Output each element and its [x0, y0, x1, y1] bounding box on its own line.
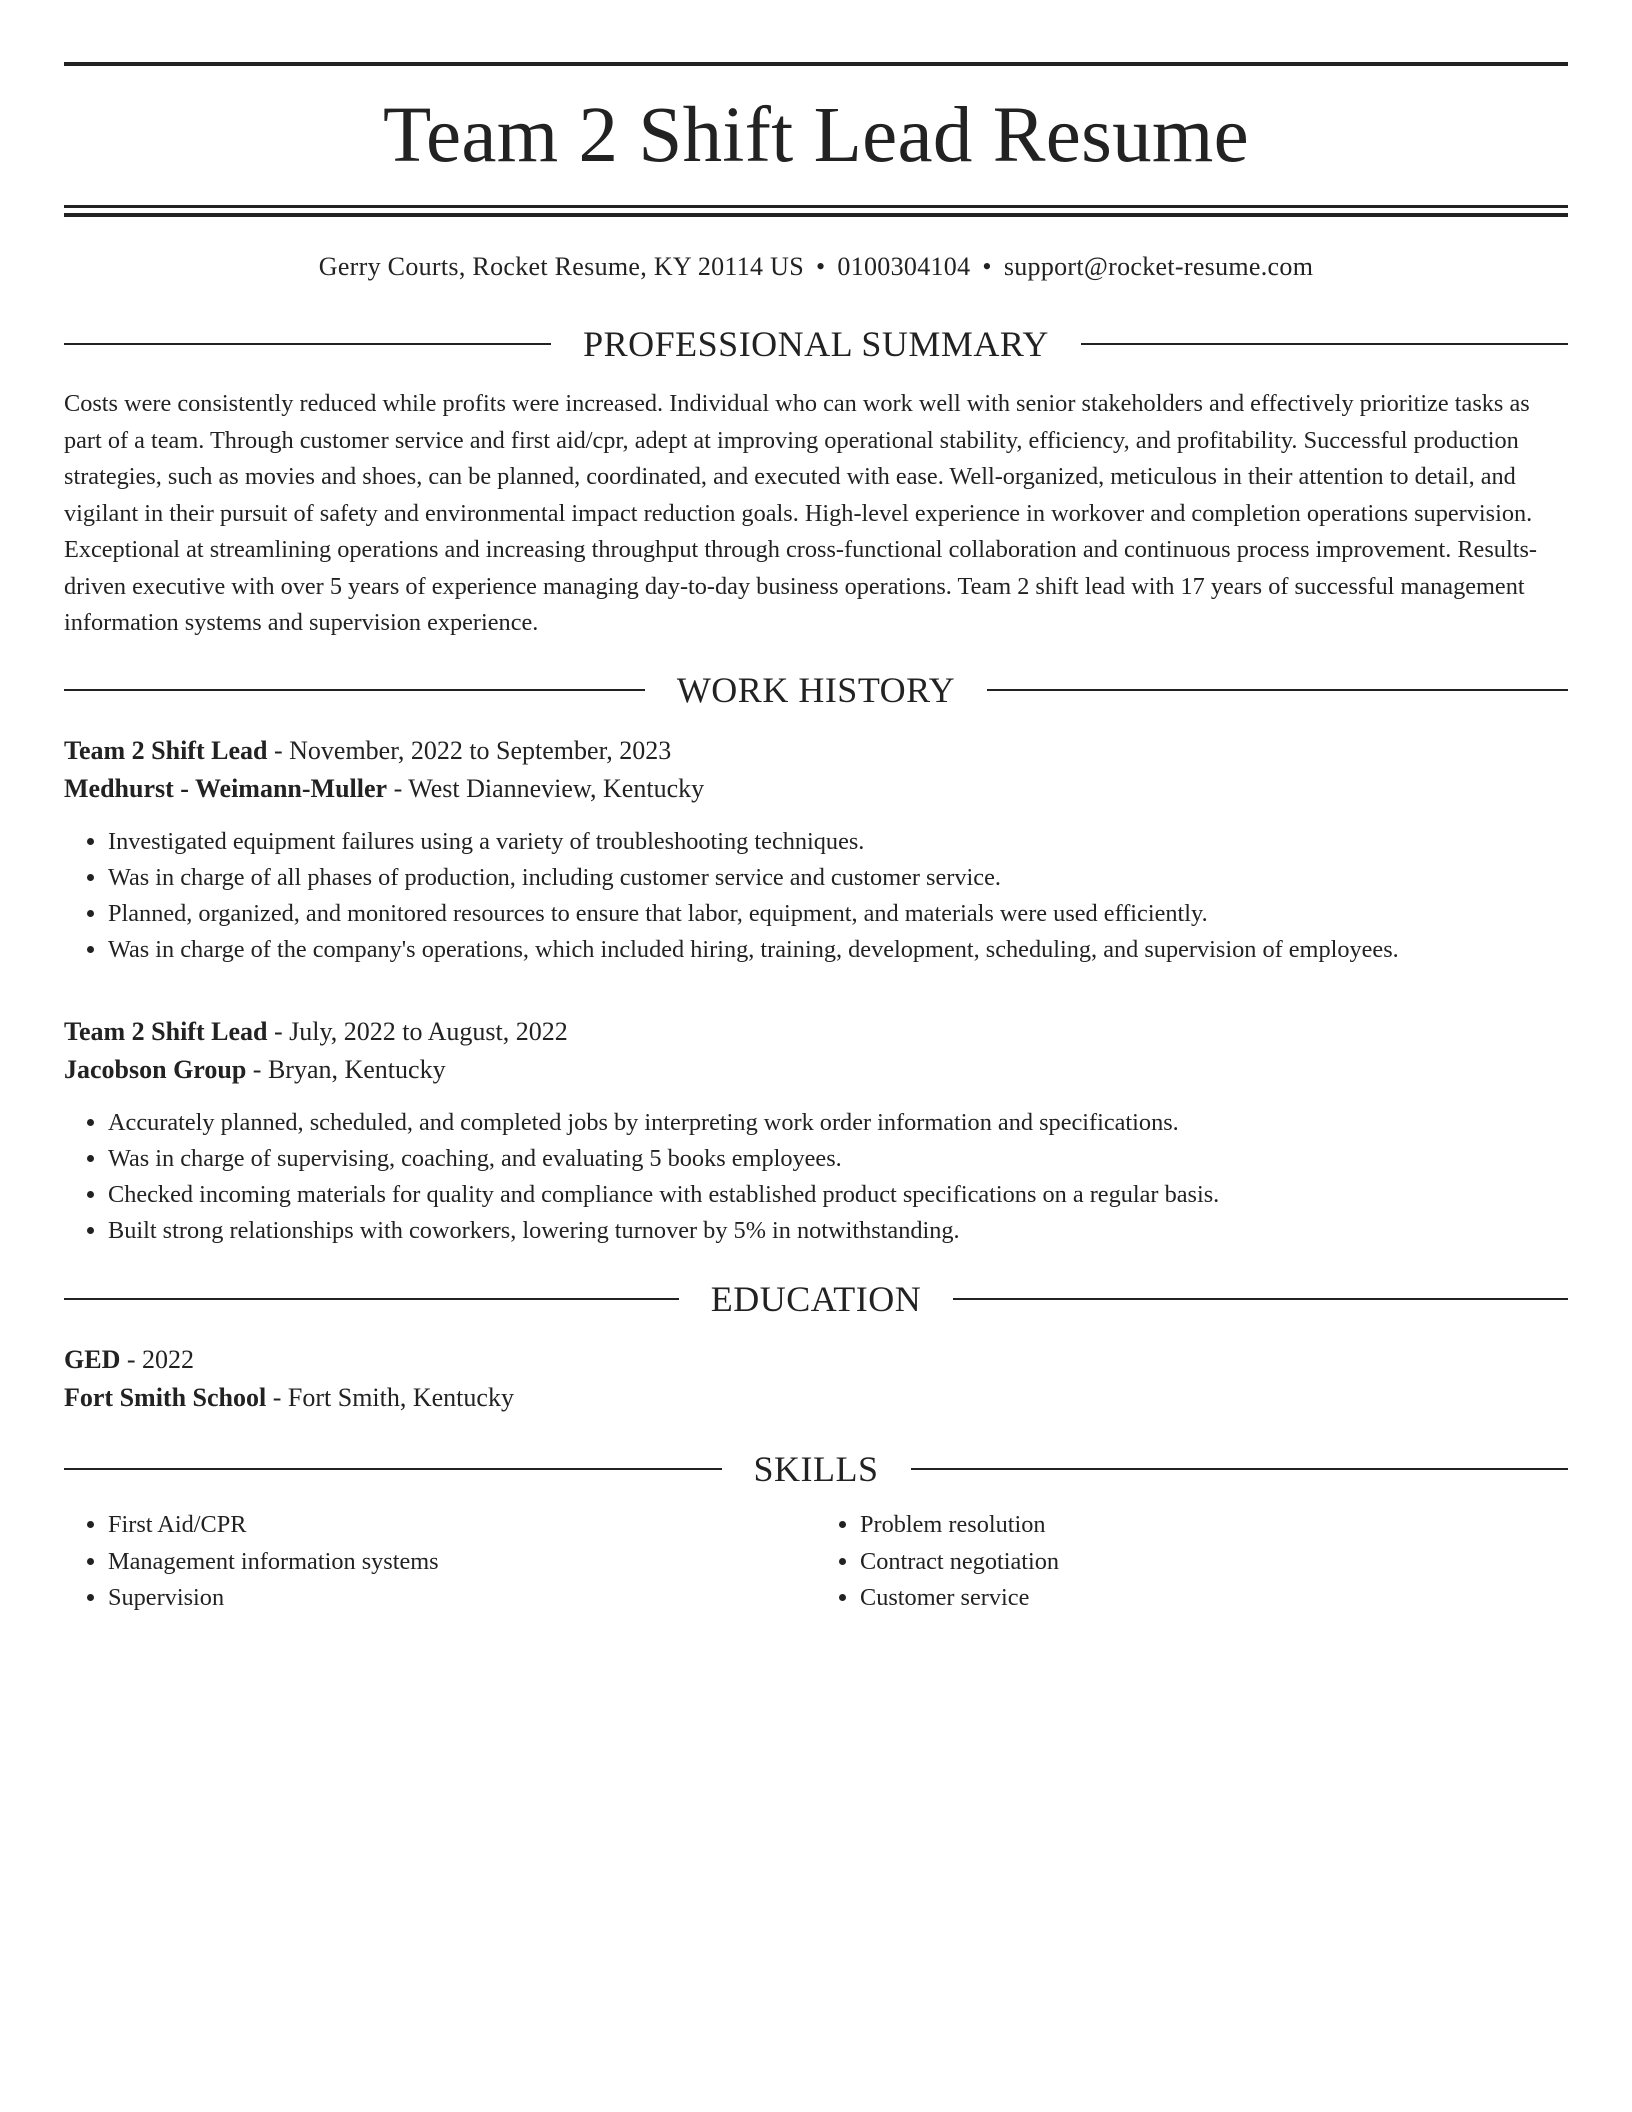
- job-title: Team 2 Shift Lead: [64, 1016, 268, 1046]
- job-title-line: [64, 732, 1568, 770]
- education-year: - 2022: [120, 1345, 195, 1375]
- heading-rule-right: [953, 1298, 1568, 1300]
- section-heading-skills: [64, 1449, 1568, 1490]
- heading-rule-right: [987, 689, 1568, 691]
- heading-rule-left: [64, 689, 645, 691]
- section-title: PROFESSIONAL SUMMARY: [583, 324, 1049, 365]
- heading-rule-left: [64, 343, 551, 345]
- education-degree: GED: [64, 1345, 121, 1375]
- job-entry: [64, 1013, 1568, 1250]
- list-item: • Was in charge of all phases of production, including customer service and customer service.: [108, 860, 1568, 896]
- job-dates: - November, 2022 to September, 2023: [267, 735, 672, 765]
- section-title: WORK HISTORY: [676, 669, 956, 710]
- section-heading-summary: [64, 324, 1568, 365]
- section-heading-work-history: [64, 669, 1568, 710]
- skills-list-left: [64, 1507, 816, 1616]
- contact-phone: 0100304104: [837, 252, 971, 281]
- skill-item: • Supervision: [108, 1580, 816, 1616]
- education-school-line: [64, 1379, 1568, 1417]
- job-company: Jacobson Group: [64, 1054, 247, 1084]
- skill-item: • Management information systems: [108, 1544, 816, 1580]
- job-company: Medhurst - Weimann-Muller: [64, 773, 388, 803]
- summary-text: Costs were consistently reduced while profits were increased. Individual who can work well with senior stakeholders and effectively prioritize tasks as part of a team. Through customer service and first aid/cpr, adept at improving operational stability, efficiency, and profitability. Successful production strategies, such as movies and shoes, can be planned, coordinated, and executed with ease. Well-organized, meticulous in their attention to detail, and vigilant in their pursuit of safety and environmental impact reduction goals. High-level experience in workover and completion operations supervision. Exceptional at streamlining operations and increasing throughput through cross-functional collaboration and continuous process improvement. Results-driven executive with over 5 years of experience managing day-to-day business operations. Team 2 shift lead with 17 years of successful management information systems and supervision experience.: [64, 390, 1537, 637]
- heading-rule-left: [64, 1468, 722, 1470]
- job-location: - Bryan, Kentucky: [246, 1054, 446, 1084]
- skill-item: • First Aid/CPR: [108, 1507, 816, 1543]
- skills-columns: [64, 1507, 1568, 1616]
- bullet-separator: •: [982, 252, 992, 281]
- education-entry: [64, 1341, 1568, 1417]
- education-degree-line: [64, 1341, 1568, 1379]
- heading-rule-right: [911, 1468, 1569, 1470]
- education-location: - Fort Smith, Kentucky: [266, 1383, 514, 1413]
- list-item: • Accurately planned, scheduled, and completed jobs by interpreting work order information and specifications.: [108, 1105, 1568, 1141]
- heading-rule-left: [64, 1298, 679, 1300]
- list-item: • Was in charge of supervising, coaching, and evaluating 5 books employees.: [108, 1141, 1568, 1177]
- resume-title: Team 2 Shift Lead Resume: [382, 92, 1250, 179]
- contact-line: [64, 251, 1568, 282]
- job-title: Team 2 Shift Lead: [64, 735, 268, 765]
- job-entry: [64, 732, 1568, 969]
- section-title: EDUCATION: [710, 1279, 922, 1320]
- skill-item: • Contract negotiation: [860, 1544, 1568, 1580]
- title-double-rule: [64, 205, 1568, 217]
- contact-address: Gerry Courts, Rocket Resume, KY 20114 US: [318, 252, 804, 281]
- job-company-line: [64, 770, 1568, 808]
- list-item: • Checked incoming materials for quality and compliance with established product specifications on a regular basis.: [108, 1177, 1568, 1213]
- job-duties-list: [64, 824, 1568, 969]
- education-school: Fort Smith School: [64, 1383, 267, 1413]
- heading-rule-right: [1081, 343, 1568, 345]
- job-dates: - July, 2022 to August, 2022: [267, 1016, 568, 1046]
- list-item: • Planned, organized, and monitored resources to ensure that labor, equipment, and materials were used efficiently.: [108, 896, 1568, 932]
- job-company-line: [64, 1051, 1568, 1089]
- section-heading-education: [64, 1279, 1568, 1320]
- job-duties-list: [64, 1105, 1568, 1250]
- top-rule: [64, 62, 1568, 66]
- job-title-line: [64, 1013, 1568, 1051]
- section-title: SKILLS: [753, 1449, 879, 1490]
- skill-item: • Customer service: [860, 1580, 1568, 1616]
- contact-email: support@rocket-resume.com: [1003, 252, 1314, 281]
- skills-list-right: [816, 1507, 1568, 1616]
- list-item: • Built strong relationships with coworkers, lowering turnover by 5% in notwithstanding.: [108, 1213, 1568, 1249]
- list-item: • Investigated equipment failures using a variety of troubleshooting techniques.: [108, 824, 1568, 860]
- bullet-separator: •: [816, 252, 826, 281]
- job-location: - West Dianneview, Kentucky: [387, 773, 705, 803]
- list-item: • Was in charge of the company's operations, which included hiring, training, development, scheduling, and supervision of employees.: [108, 932, 1568, 968]
- skill-item: • Problem resolution: [860, 1507, 1568, 1543]
